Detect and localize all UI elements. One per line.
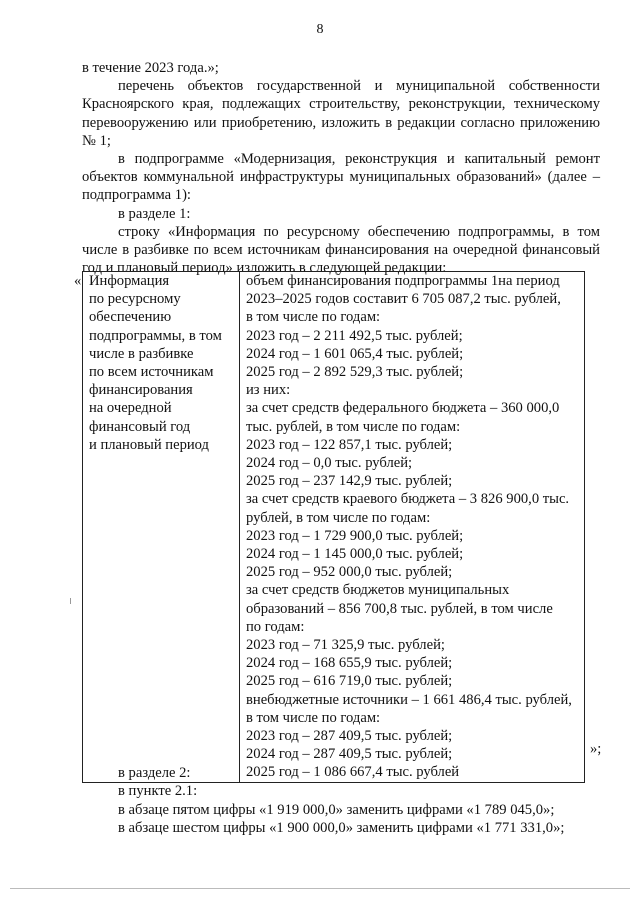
paragraph-row-replace: строку «Информация по ресурсному обеспечению подпрограммы, в том числе в разбивке по всем источникам финансирования на очередной финансовый год и плановый период» изложить в следующей редакции: [82,223,600,277]
value-line: 2023 год – 287 409,5 тыс. рублей; [246,728,453,745]
paragraph-objects-list: перечень объектов государственной и муниципальной собственности Красноярского края, подлежащих строительству, реконструкции, техническому перевооружению или приобретению, изложить в редакции согласно приложению № 1; [82,78,600,149]
paragraph-fifth-abstract: в абзаце пятом цифры «1 919 000,0» заменить цифрами «1 789 045,0»; [118,801,555,818]
paragraph-continuation: в течение 2023 года.»; [82,60,219,76]
value-line: 2023–2025 годов составит 6 705 087,2 тыс. рублей, [246,291,561,308]
closing-quote: »; [590,741,602,757]
value-line: 2023 год – 122 857,1 тыс. рублей; [246,436,453,453]
value-line: из них: [246,382,291,399]
value-line: за счет средств бюджетов муниципальных [246,582,510,599]
value-line: 2023 год – 2 211 492,5 тыс. рублей; [246,327,463,344]
label-line: финансирования [89,382,193,399]
value-line: 2024 год – 168 655,9 тыс. рублей; [246,655,453,672]
label-line: обеспечению [89,309,172,326]
value-line: в том числе по годам: [246,709,381,726]
label-line: финансовый год [89,418,191,435]
value-line: 2024 год – 287 409,5 тыс. рублей; [246,746,453,763]
label-line: подпрограммы, в том [89,327,222,344]
value-line: за счет средств краевого бюджета – 3 826 900,0 тыс. [246,491,570,508]
value-line: 2024 год – 1 145 000,0 тыс. рублей; [246,546,464,563]
label-line: числе в разбивке [89,345,194,362]
opening-quote: « [74,273,82,289]
label-line: по всем источникам [89,364,214,381]
margin-mark [70,598,71,604]
value-line: 2025 год – 616 719,0 тыс. рублей; [246,673,453,690]
value-line: 2023 год – 71 325,9 тыс. рублей; [246,637,445,654]
label-line: и плановый период [89,436,209,453]
scan-edge-line [10,888,630,889]
paragraph-section-1: в разделе 1: [118,205,191,222]
value-line: в том числе по годам: [246,309,381,326]
resource-table-wrapper [82,271,584,783]
value-line: объем финансирования подпрограммы 1на период [246,273,560,289]
value-line: 2024 год – 1 601 065,4 тыс. рублей; [246,345,464,362]
value-line: 2025 год – 952 000,0 тыс. рублей; [246,564,453,581]
paragraph-subprogram: в подпрограмме «Модернизация, реконструкция и капитальный ремонт объектов коммунальной инфраструктуры муниципальных образований» (далее – подпрограмма 1): [82,151,600,204]
value-line: 2025 год – 237 142,9 тыс. рублей; [246,473,453,490]
value-line: 2023 год – 1 729 900,0 тыс. рублей; [246,527,464,544]
paragraph-point-2-1: в пункте 2.1: [118,783,198,800]
intro-text [82,59,600,277]
label-line: Информация [89,273,170,289]
value-line: 2025 год – 1 086 667,4 тыс. рублей [246,764,460,781]
value-line: рублей, в том числе по годам: [246,509,431,526]
outro-text [82,764,600,837]
paragraph-sixth-abstract: в абзаце шестом цифры «1 900 000,0» заменить цифрами «1 771 331,0»; [118,819,565,836]
value-line: тыс. рублей, в том числе по годам: [246,418,461,435]
table-value-cell [240,272,585,783]
page-number: 8 [316,22,324,37]
paragraph-section-2: в разделе 2: [118,765,191,781]
value-line: образований – 856 700,8 тыс. рублей, в том числе [246,600,553,617]
resource-table [82,271,585,783]
value-line: за счет средств федерального бюджета – 360 000,0 [246,400,560,417]
label-line: по ресурсному [89,291,181,308]
value-line: по годам: [246,618,305,635]
value-line: 2025 год – 2 892 529,3 тыс. рублей; [246,364,464,381]
value-line: внебюджетные источники – 1 661 486,4 тыс. рублей, [246,691,572,708]
table-label-cell [83,272,240,783]
table-row [83,272,585,783]
value-line: 2024 год – 0,0 тыс. рублей; [246,455,413,472]
label-line: на очередной [89,400,172,417]
